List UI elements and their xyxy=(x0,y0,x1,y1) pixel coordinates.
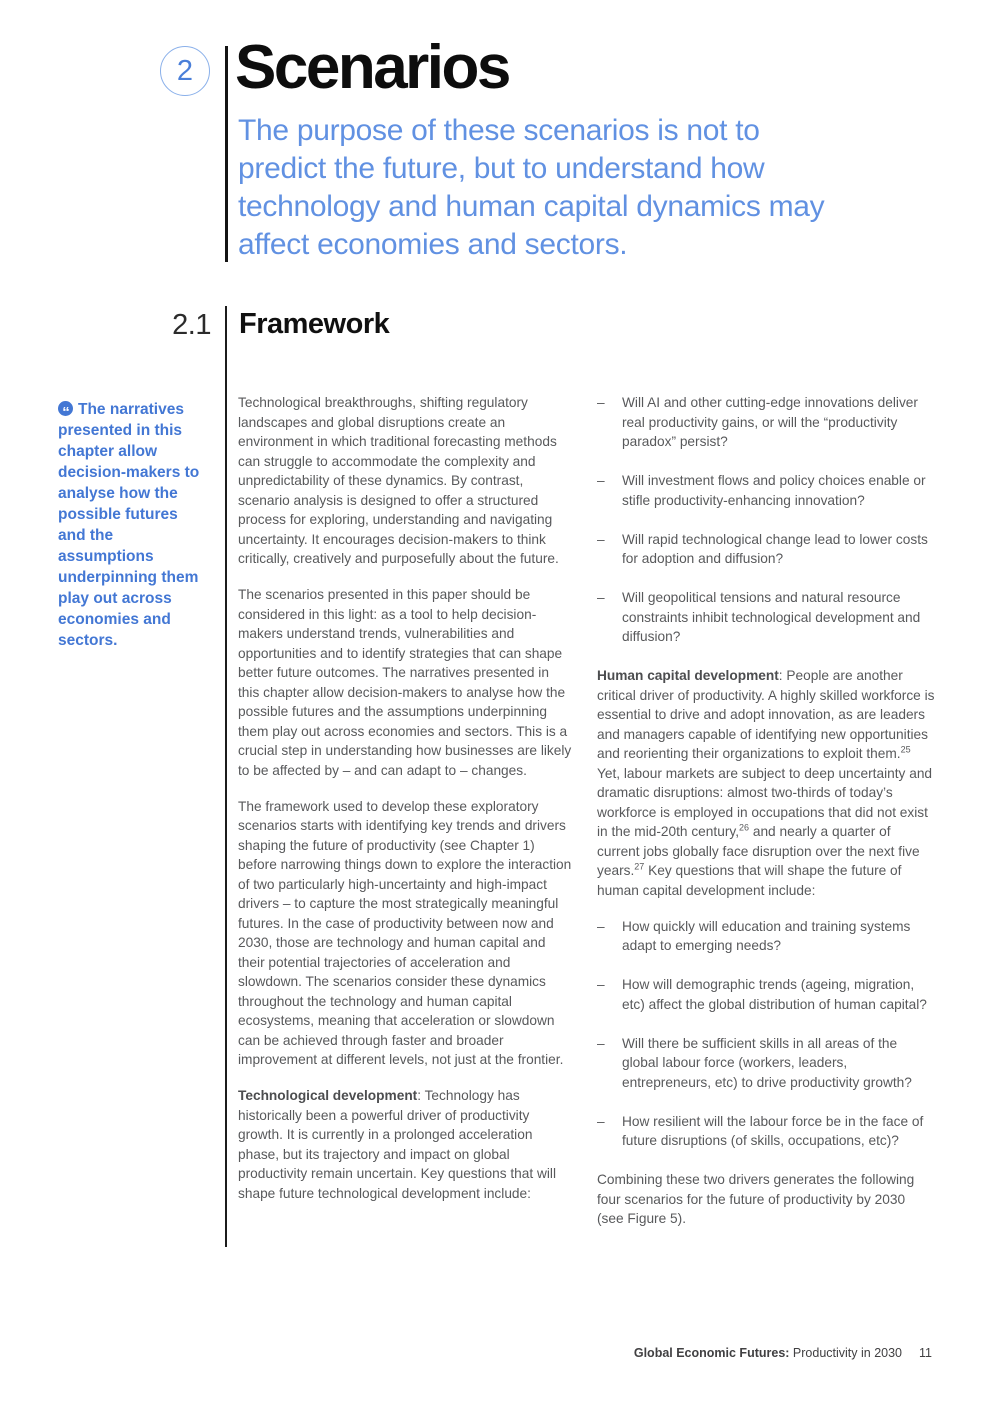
chapter-number: 2 xyxy=(176,54,194,87)
bullet-dash: – xyxy=(597,1035,605,1051)
tech-bullet-investment xyxy=(597,471,935,510)
section-rule xyxy=(225,306,227,1247)
body-left-column xyxy=(238,393,574,1220)
bullet-dash: – xyxy=(597,1113,605,1129)
bullet-text: Will there be sufficient skills in all areas of the global labour force (workers, leaders, entrepreneurs, etc) to drive productivity growth? xyxy=(622,1035,912,1090)
pullquote xyxy=(58,399,200,651)
pullquote-text: The narratives presented in this chapter allow decision-makers to analyse how the possible futures and the assumptions underpinning them play out across economies and sectors. xyxy=(58,401,200,649)
paragraph-tech-development xyxy=(238,1086,574,1203)
paragraph-forecasting: Technological breakthroughs, shifting regulatory landscapes and global disruptions create an environment in which traditional forecasting methods can struggle to accommodate the complexity and unpredictability of these dynamics. By contrast, scenario analysis is designed to offer a structured process for exploring, understanding and navigating uncertainty. It encourages decision-makers to think critically, creatively and purposefully about the future. xyxy=(238,395,559,566)
human-capital-text: and nearly a quarter of current jobs globally face disruption over the next five years. xyxy=(597,824,920,878)
bullet-text: Will investment flows and policy choices enable or stifle productivity-enhancing innovation? xyxy=(622,473,926,508)
footnote-ref-26: 26 xyxy=(739,822,750,833)
chapter-title: Scenarios xyxy=(235,33,509,102)
bullet-text: Will rapid technological change lead to lower costs for adoption and diffusion? xyxy=(622,531,928,566)
bullet-dash: – xyxy=(597,977,605,992)
page-footer xyxy=(634,1346,932,1360)
human-capital-heading: Human capital development xyxy=(597,668,779,683)
footer-page-number: 11 xyxy=(919,1346,932,1360)
bullet-text: How quickly will education and training systems adapt to emerging needs? xyxy=(622,918,911,953)
tech-bullet-ai xyxy=(597,393,935,452)
bullet-text: How resilient will the labour force be in the face of future disruptions (of skills, occupations, etc)? xyxy=(622,1113,924,1148)
human-bullet-skills xyxy=(597,1034,935,1093)
paragraph-framework: The framework used to develop these exploratory scenarios starts with identifying key trends and drivers shaping the future of productivity (see Chapter 1) before narrowing things down to explore the interaction of two particularly high-uncertainty and high-impact drivers – to capture the most strategically meaningful futures. In the case of productivity between now and 2030, those are technology and human capital and their potential trajectories of acceleration and slowdown. The scenarios consider these dynamics throughout the technology and human capital ecosystems, meaning that acceleration or slowdown can be achieved through faster and broader improvement at different levels, not just at the frontier. xyxy=(238,798,572,1067)
tech-development-text: : Technology has historically been a powerful driver of productivity growth. It is currently in a prolonged acceleration phase, but its trajectory and impact on global productivity remain uncertain. Key questions that will shape future technological development include: xyxy=(238,1088,557,1201)
paragraph-human-capital xyxy=(597,666,935,900)
bullet-dash: – xyxy=(597,395,605,410)
chapter-subtitle: The purpose of these scenarios is not to predict the future, but to understand how technology and human capital dynamics may affect economies and sectors. xyxy=(238,114,825,261)
human-capital-text: : People are another critical driver of productivity. A highly skilled workforce is essential to drive and adopt innovation, as are leaders and managers capable of identifying new opportunities and reorienting their organizations to exploit them. xyxy=(597,668,935,761)
tech-bullet-costs xyxy=(597,530,935,569)
bullet-text: How will demographic trends (ageing, migration, etc) affect the global distribution of human capital? xyxy=(622,977,927,1012)
footer-doc-title-bold: Global Economic Futures: xyxy=(633,1346,790,1360)
tech-development-heading: Technological development xyxy=(238,1088,418,1103)
bullet-text: Will AI and other cutting-edge innovations deliver real productivity gains, or will the “productivity paradox” persist? xyxy=(622,395,918,449)
tech-bullet-geopolitics xyxy=(597,588,935,647)
paragraph-scenarios-tool: The scenarios presented in this paper should be considered in this light: as a tool to help decision-makers understand trends, vulnerabilities and opportunities and to identify strategies that can shape better future outcomes. The narratives presented in this chapter allow decision-makers to analyse how the possible futures and the assumptions underpinning them play out across economies and sectors. This is a crucial step in understanding how businesses are likely to be affected by – and can adapt to – changes. xyxy=(238,587,572,778)
human-bullet-demographics xyxy=(597,975,935,1014)
bullet-dash: – xyxy=(597,918,605,934)
bullet-dash: – xyxy=(597,473,605,488)
human-capital-text: Yet, labour markets are subject to deep uncertainty and dramatic disruptions: almost two-thirds of today’s workforce is employed in occupations that did not exist in the mid-20th century, xyxy=(597,765,933,839)
body-right-column xyxy=(597,393,935,1245)
footnote-ref-27: 27 xyxy=(634,861,645,872)
quote-icon: “ xyxy=(58,401,73,416)
human-bullet-education xyxy=(597,917,935,956)
human-capital-text: Key questions that will shape the future of human capital development include: xyxy=(597,863,902,898)
section-title: Framework xyxy=(239,308,390,340)
bullet-dash: – xyxy=(597,590,605,605)
footer-doc-title xyxy=(634,1346,902,1360)
bullet-text: Will geopolitical tensions and natural resource constraints inhibit technological development and diffusion? xyxy=(622,590,921,644)
bullet-dash: – xyxy=(597,531,605,547)
human-bullet-resilience xyxy=(597,1112,935,1151)
footer-doc-subtitle: Productivity in 2030 xyxy=(792,1346,903,1360)
paragraph-closing: Combining these two drivers generates the following four scenarios for the future of productivity by 2030 (see Figure 5). xyxy=(597,1172,915,1226)
footnote-ref-25: 25 xyxy=(900,744,911,755)
chapter-title-rule xyxy=(225,46,228,262)
section-number: 2.1 xyxy=(172,309,211,341)
chapter-number-badge xyxy=(160,46,210,96)
